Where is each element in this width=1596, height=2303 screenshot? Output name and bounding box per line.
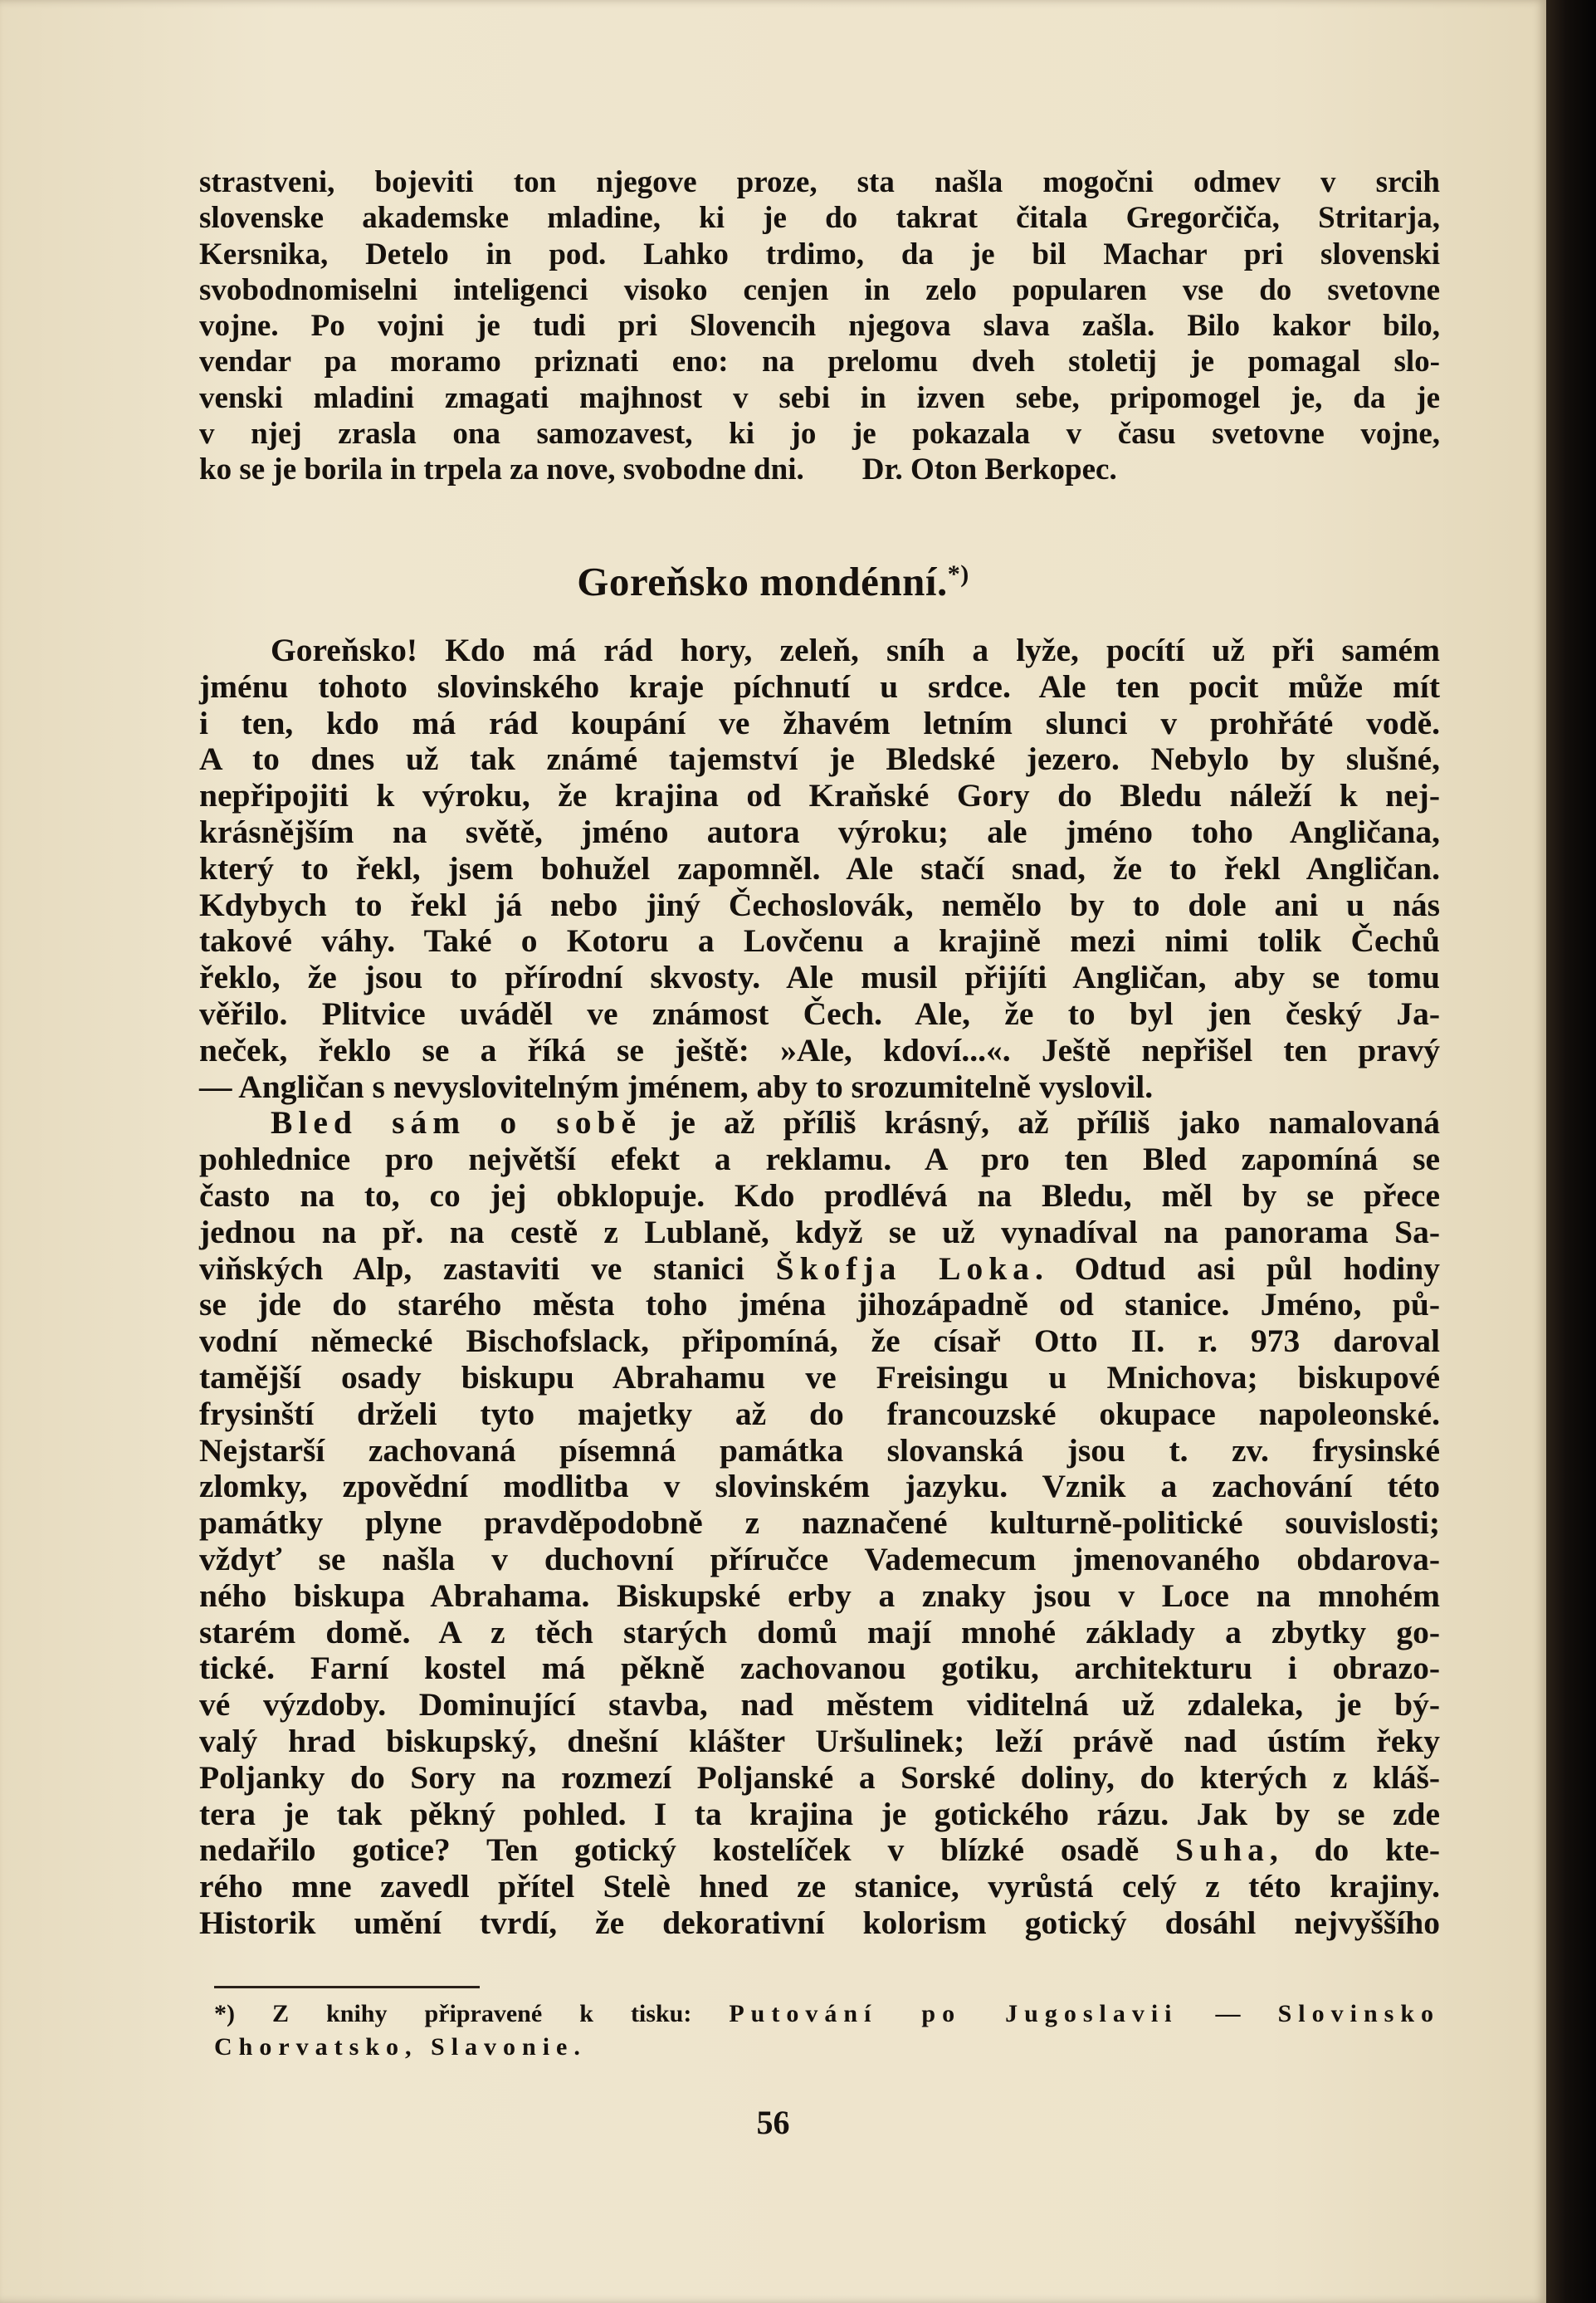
footnote-mark: *): [214, 2000, 235, 2027]
text-line: Goreňsko! Kdo má rád hory, zeleň, sníh a lyže, pocítí už při samém: [271, 632, 1440, 668]
text-line: vendar pa moramo priznati eno: na prelomu dveh stoletij je pomagal slo-: [199, 345, 1440, 379]
text-line: — Angličan s nevyslovitelným jménem, aby to srozumitelně vyslovil.: [199, 1068, 1154, 1105]
text-line: jednou na př. na cestě z Lublaně, když se už vynadíval na panorama Sa-: [199, 1213, 1440, 1250]
text-line: věřilo. Plitvice uváděl ve známost Čech. Ale, že to byl jen český Ja-: [199, 995, 1440, 1032]
text-line: ného biskupa Abrahama. Biskupské erby a znaky jsou v Loce na mnohém: [199, 1577, 1440, 1614]
footnote-intro: Z knihy připravené k tisku:: [235, 2000, 730, 2027]
footnote-subtitle: Chorvatsko, Slavonie.: [214, 2033, 587, 2061]
text-line: památky plyne pravděpodobně z naznačené kulturně-politické souvislosti;: [199, 1504, 1440, 1542]
text-line: A to dnes už tak známé tajemství je Bledské jezero. Nebylo by slušné,: [199, 741, 1440, 778]
text-line: starém domě. A z těch starých domů mají mnohé základy a zbytky go-: [199, 1613, 1440, 1650]
footnote-book-title: Putování po Jugoslavii: [729, 2000, 1179, 2027]
text-line: často na to, co jej obklopuje. Kdo prodlévá na Bledu, měl by se přece: [199, 1176, 1440, 1214]
text-line: takové váhy. Také o Kotoru a Lovčenu a krajině mezi nimi tolik Čechů: [199, 922, 1440, 960]
footnote-subtitle: Slovinsko: [1277, 2000, 1441, 2027]
text-line: Nejstarší zachovaná písemná památka slovanská jsou t. zv. frysinské: [199, 1431, 1440, 1469]
text-line: vždyť se našla v duchovní příručce Vademecum jmenovaného obdarova-: [199, 1540, 1440, 1577]
text-line: Historik umění tvrdí, že dekorativní kolorism gotický dosáhl nejvyššího: [199, 1904, 1440, 1941]
text-fragment: nedařilo gotice? Ten gotický kostelíček v blízké osadě: [199, 1831, 1176, 1869]
text-fragment: je až příliš krásný, až příliš jako namalovaná: [641, 1104, 1440, 1142]
text-line: se jde do starého města toho jména jihozápadně od stanice. Jméno, pů-: [199, 1286, 1440, 1323]
footnote: [214, 1997, 1440, 2064]
text-line: neček, řeklo se a říká se ještě: »Ale, kdoví...«. Ještě nepřišel ten pravý: [199, 1031, 1440, 1068]
text-line: ko se je borila in trpela za nove, svobodne dni.: [199, 452, 804, 487]
text-line: rého mne zavedl přítel Stelè hned ze stanice, vyrůstá celý z této krajiny.: [199, 1868, 1440, 1905]
text-line: jménu tohoto slovinského kraje píchnutí u srdce. Ale ten pocit může mít: [199, 667, 1440, 705]
text-line: [199, 1251, 1440, 1288]
text-line: nepřipojiti k výroku, že krajina od Kraňské Gory do Bledu náleží k nej-: [199, 777, 1440, 814]
spaced-emphasis: Suha: [1175, 1831, 1270, 1869]
text-line: venski mladini zmagati majhnost v sebi in izven sebe, pripomogel je, da je: [199, 380, 1440, 415]
text-line: řeklo, že jsou to přírodní skvosty. Ale musil přijíti Angličan, aby se tomu: [199, 959, 1440, 996]
text-line: i ten, kdo má rád koupání ve žhavém letním slunci v prohřáté vodě.: [199, 704, 1440, 741]
text-line: tamější osady biskupu Abrahamu ve Freisingu u Mnichova; biskupové: [199, 1358, 1440, 1396]
text-line-with-signature: [199, 452, 1440, 487]
author-signature: Dr. Oton Berkopec.: [861, 452, 1117, 487]
text-line: pohlednice pro největší efekt a reklamu. A pro ten Bled zapomíná se: [199, 1141, 1440, 1178]
footnote-divider: [214, 1986, 480, 1988]
text-line: Poljanky do Sory na rozmezí Poljanské a Sorské doliny, do kterých z kláš-: [199, 1758, 1440, 1796]
text-line: Kdybych to řekl já nebo jiný Čechoslovák, nemělo by to dole ani u nás: [199, 886, 1440, 923]
text-fragment: , do kte-: [1269, 1831, 1440, 1869]
text-line: [199, 1832, 1440, 1869]
text-line: zlomky, zpovědní modlitba v slovinském jazyku. Vznik a zachování této: [199, 1468, 1440, 1505]
intro-paragraph: [199, 164, 1440, 488]
article-title: [0, 558, 1546, 605]
text-line: vodní německé Bischofslack, připomíná, že císař Otto II. r. 973 daroval: [199, 1323, 1440, 1360]
text-line: tické. Farní kostel má pěkně zachovanou gotiku, architekturu i obrazo-: [199, 1650, 1440, 1687]
article-title-text: Goreňsko mondénní.: [577, 559, 948, 604]
spaced-emphasis: Bled sám o sobě: [271, 1104, 642, 1142]
footnote-line: [214, 2031, 1440, 2064]
text-fragment: viňských Alp, zastaviti ve stanici: [199, 1249, 776, 1287]
text-line: frysinští drželi tyto majetky až do francouzské okupace napoleonské.: [199, 1395, 1440, 1432]
text-line: vé výzdoby. Dominující stavba, nad městem viditelná už zdaleka, je bý-: [199, 1686, 1440, 1724]
book-spine-shadow: [1546, 0, 1596, 2303]
footnote-dash: —: [1178, 2000, 1278, 2027]
text-line: valý hrad biskupský, dnešní klášter Uršulinek; leží právě nad ústím řeky: [199, 1722, 1440, 1759]
text-line: vojne. Po vojni je tudi pri Slovencih njegova slava zašla. Bilo kakor bilo,: [199, 309, 1440, 344]
text-line: který to řekl, jsem bohužel zapomněl. Ale stačí snad, že to řekl Angličan.: [199, 849, 1440, 887]
page-number: 56: [756, 2104, 790, 2141]
text-line: krásnějším na světě, jméno autora výroku; ale jméno toho Angličana,: [199, 813, 1440, 850]
text-fragment: . Odtud asi půl hodiny: [1034, 1249, 1440, 1287]
footnote-reference: *): [947, 560, 969, 588]
text-line: svobodnomiselni inteligenci visoko cenjen in zelo popularen vse do svetovne: [199, 272, 1440, 307]
text-line: tera je tak pěkný pohled. I ta krajina je gotického rázu. Jak by se zde: [199, 1795, 1440, 1832]
text-line: Kersnika, Detelo in pod. Lahko trdimo, da je bil Machar pri slovenski: [199, 237, 1440, 271]
spaced-emphasis: Škofja Loka: [775, 1249, 1035, 1287]
text-line: strastveni, bojeviti ton njegove proze, sta našla mogočni odmev v srcih: [199, 165, 1440, 199]
article-body: [199, 633, 1440, 1942]
footnote-line: [214, 1997, 1440, 2031]
text-line: slovenske akademske mladine, ki je do takrat čitala Gregorčiča, Stritarja,: [199, 201, 1440, 236]
text-line: v njej zrasla ona samozavest, ki jo je pokazala v času svetovne vojne,: [199, 417, 1440, 452]
text-line: [199, 1105, 1440, 1142]
